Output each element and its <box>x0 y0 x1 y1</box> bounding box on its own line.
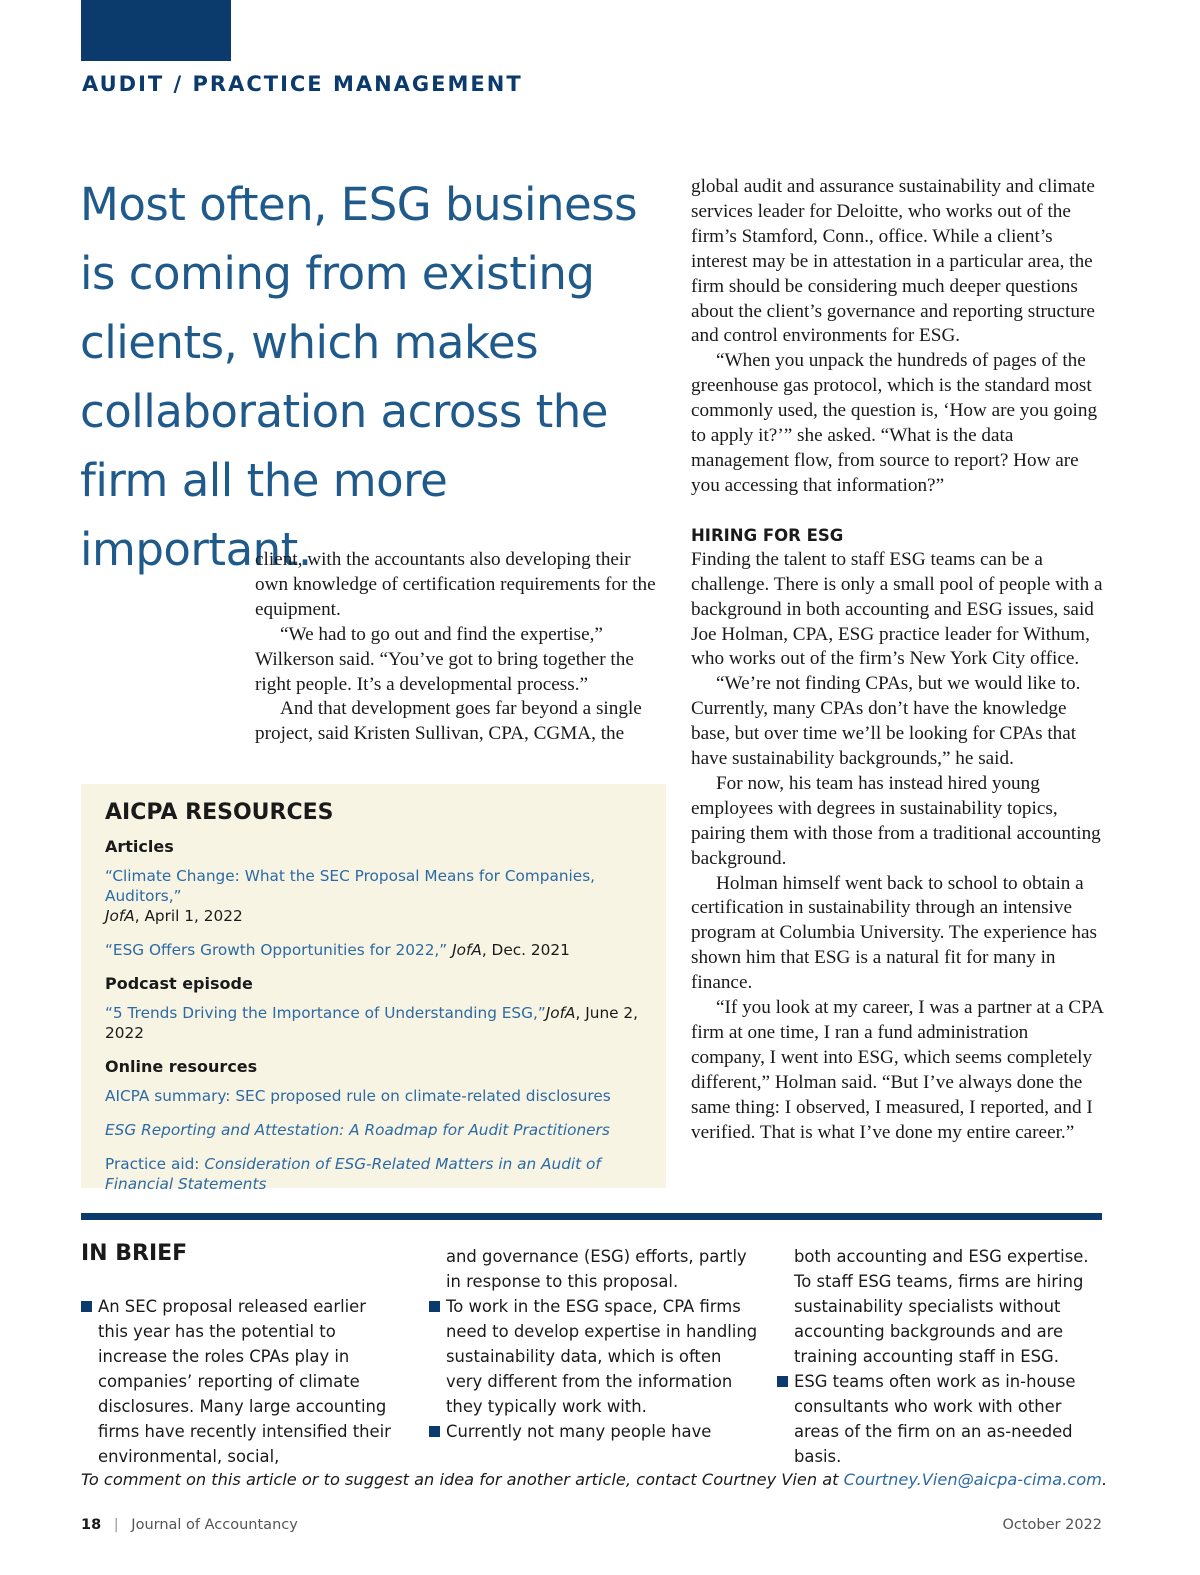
article-paragraph: Finding the talent to staff ESG teams can be a challenge. There is only a small pool of people with a background in both accounting and ESG issues, said Joe Holman, CPA, ESG practice leader for Withum, who works out of the firm’s New York City office. <box>691 548 1103 670</box>
bullet-continuation: both accounting and ESG expertise. To staff ESG teams, firms are hiring sustainability specialists without accounting backgrounds and are training accounting staff in ESG. <box>794 1247 1089 1366</box>
square-bullet-icon <box>429 1301 440 1312</box>
resource-link[interactable]: “ESG Offers Growth Opportunities for 2022,” <box>105 941 448 959</box>
in-brief-column-2 <box>429 1244 759 1444</box>
resources-title: AICPA RESOURCES <box>105 800 334 825</box>
article-column-middle <box>255 548 663 747</box>
article-column-right <box>691 175 1103 1146</box>
pull-quote: Most often, ESG business is coming from existing clients, which makes collaboration across the firm all the more important. <box>80 178 638 576</box>
bullet-text: ESG teams often work as in-house consultants who work with other areas of the firm on an as-needed basis. <box>794 1372 1076 1466</box>
podcast-label: Podcast episode <box>105 974 253 993</box>
article-paragraph: “If you look at my career, I was a partner at a CPA firm at one time, I ran a fund administration company, I went into ESG, which seems completely different,” Holman said. “But I’ve always done the same thing: I observed, I measured, I reported, and I verified. That is what I’ve done my entire career.” <box>691 997 1103 1143</box>
header-color-block <box>81 0 231 61</box>
square-bullet-icon <box>777 1376 788 1387</box>
bullet-text: An SEC proposal released earlier this year has the potential to increase the roles CPAs play in companies’ reporting of climate disclosures. Many large accounting firms have recently intensified their environmental, social, <box>98 1297 391 1466</box>
footer-left <box>81 1517 298 1533</box>
article-paragraph: And that development goes far beyond a single project, said Kristen Sullivan, CPA, CGMA, the <box>255 698 642 745</box>
bullet-text: Currently not many people have <box>446 1422 712 1441</box>
footer-separator: | <box>113 1517 119 1533</box>
page-number: 18 <box>81 1517 102 1533</box>
resource-link[interactable]: “Climate Change: What the SEC Proposal Means for Companies, Auditors,” <box>105 867 596 905</box>
resource-date: , April 1, 2022 <box>134 907 243 925</box>
comment-text: To comment on this article or to suggest an idea for another article, contact Courtney Vien at <box>81 1470 844 1489</box>
article-paragraph: “When you unpack the hundreds of pages of the greenhouse gas protocol, which is the standard most commonly used, the question is, ‘How are you going to apply it?’” she asked. “What is the data management flow, from source to report? How are you accessing that information?” <box>691 350 1098 496</box>
square-bullet-icon <box>81 1301 92 1312</box>
square-bullet-icon <box>429 1426 440 1437</box>
resource-date: , Dec. 2021 <box>481 941 570 959</box>
resource-item <box>105 866 646 926</box>
in-brief-bullet <box>429 1419 759 1444</box>
aicpa-resources-sidebar <box>81 784 666 1193</box>
resource-item <box>105 940 646 960</box>
resource-link[interactable]: AICPA summary: SEC proposed rule on climate-related disclosures <box>105 1087 611 1105</box>
in-brief-title: IN BRIEF <box>81 1241 188 1266</box>
article-paragraph: “We had to go out and find the expertise,” Wilkerson said. “You’ve got to bring together the right people. It’s a developmental process.” <box>255 623 634 695</box>
section-label: AUDIT / PRACTICE MANAGEMENT <box>82 72 523 96</box>
articles-label: Articles <box>105 837 174 856</box>
resource-title: Consideration of ESG-Related Matters in an Audit of Financial Statements <box>105 1155 601 1193</box>
publication-title: Journal of Accountancy <box>131 1517 298 1533</box>
email-link[interactable]: Courtney.Vien@aicpa-cima.com <box>843 1470 1102 1489</box>
publication-name: JofA <box>105 907 135 925</box>
resource-link[interactable] <box>105 1154 646 1194</box>
subheading-hiring: HIRING FOR ESG <box>691 525 844 545</box>
in-brief-bullet <box>429 1294 759 1419</box>
resource-date: , June 2, 2022 <box>105 1004 639 1042</box>
in-brief-divider <box>81 1213 1102 1220</box>
resource-link[interactable]: ESG Reporting and Attestation: A Roadmap for Audit Practitioners <box>105 1121 610 1139</box>
issue-date: October 2022 <box>1002 1517 1102 1533</box>
article-paragraph: Holman himself went back to school to obtain a certification in sustainability through an intensive program at Columbia University. The experience has shown him that ESG is a natural fit for many in finance. <box>691 872 1098 994</box>
publication-name: JofA <box>452 941 482 959</box>
bullet-text: To work in the ESG space, CPA firms need to develop expertise in handling sustainability data, which is often very different from the information they typically work with. <box>446 1297 758 1416</box>
bullet-continuation: and governance (ESG) efforts, partly in response to this proposal. <box>446 1247 747 1291</box>
article-paragraph: client, with the accountants also developing their own knowledge of certification requirements for the equipment. <box>255 549 656 620</box>
comment-note <box>81 1470 1107 1489</box>
comment-end: . <box>1101 1470 1108 1489</box>
in-brief-bullet <box>81 1294 401 1469</box>
resource-link[interactable]: “5 Trends Driving the Importance of Understanding ESG,” <box>105 1004 546 1022</box>
resource-prefix: Practice aid: <box>105 1155 205 1173</box>
article-paragraph: “We’re not finding CPAs, but we would like to. Currently, many CPAs don’t have the knowledge base, but over time we’ll be looking for CPAs that have sustainability backgrounds,” he said. <box>691 673 1081 770</box>
in-brief-column-3 <box>777 1244 1107 1469</box>
resource-item <box>105 1003 646 1043</box>
in-brief-bullet <box>777 1369 1107 1469</box>
in-brief-column-1 <box>81 1294 401 1469</box>
article-paragraph: global audit and assurance sustainability and climate services leader for Deloitte, who works out of the firm’s Stamford, Conn., office. While a client’s interest may be in attestation in a particular area, the firm should be considering much deeper questions about the client’s governance and reporting structure and control environments for ESG. <box>691 176 1095 347</box>
publication-name: JofA <box>545 1004 576 1022</box>
article-paragraph: For now, his team has instead hired young employees with degrees in sustainability topics, pairing them with those from a traditional accounting background. <box>691 772 1101 869</box>
online-resources-label: Online resources <box>105 1057 258 1076</box>
